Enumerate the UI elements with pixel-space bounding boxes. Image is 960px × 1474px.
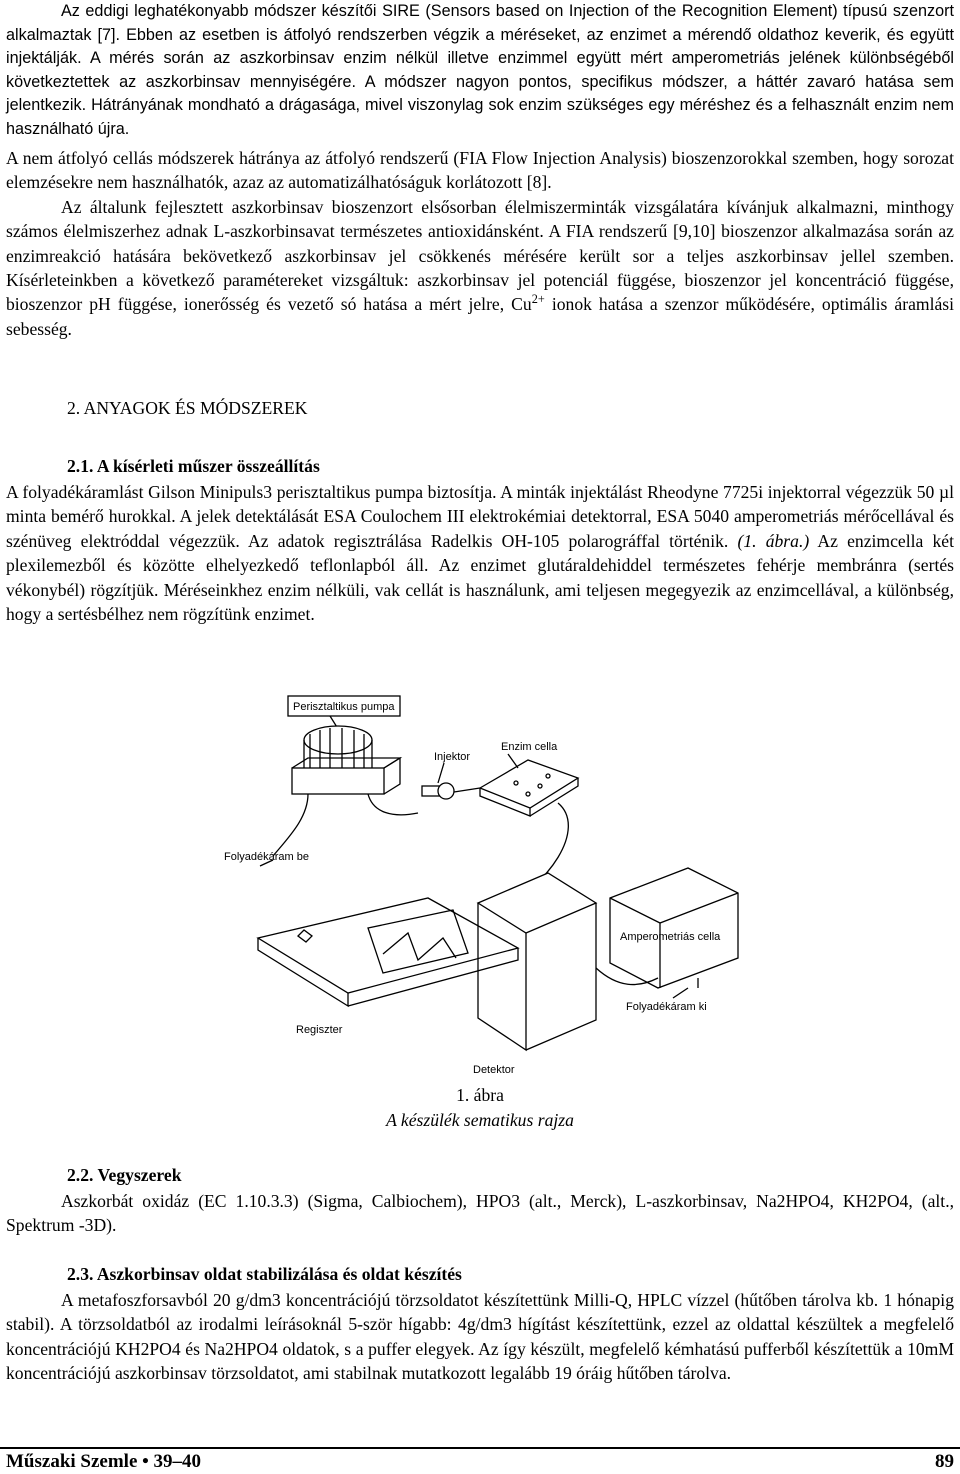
label-injector: Injektor [434, 751, 471, 763]
footer-journal: Műszaki Szemle • 39–40 [6, 1451, 202, 1472]
section-2-3-block [6, 1288, 954, 1386]
label-detector: Detektor [473, 1064, 515, 1076]
section-2-1-block [6, 480, 954, 626]
paragraph-own-biosensor [6, 195, 954, 341]
paragraph-own-biosensor-text: Az általunk fejlesztett aszkorbinsav bioszenzort elsősorban élelmiszerminták vizsgálatára kívánjuk alkalmazni, minthogy számos élelmiszerhez adnak L-aszkorbinsavat természetes antioxidánsként. A FIA rendszerű [9,10] bioszenzor alkalmazása során az enzimreakció hatására bekövetkező aszkorbinsav jel csökkenés mérésére került sor a teljes aszkorbinsav jellel szemben. Kísérleteinkben a következő paramétereket vizsgáltuk: aszkorbinsav jel potenciál függése, bioszenzor jel koncentráció függése, bioszenzor pH függése, ionerősség és vezető só hatása a mért jelre, Cu [6, 196, 954, 315]
label-recorder: Regiszter [296, 1024, 343, 1036]
section-2-3-heading: 2.3. Aszkorbinsav oldat stabilizálása és oldat készítés [67, 1264, 462, 1284]
figure-caption-title: A készülék sematikus rajza [386, 1110, 574, 1130]
section-2-1-heading: 2.1. A kísérleti műszer összeállítás [67, 456, 320, 476]
paragraph-instrument-setup [6, 480, 954, 626]
apparatus-figure [218, 688, 778, 1084]
footer-rule [0, 1447, 960, 1449]
cu-superscript: 2+ [531, 292, 545, 307]
paragraph-sire: Az eddigi leghatékonyabb módszer készítői SIRE (Sensors based on Injection of the Recognition Element) típusú szenzort alkalmaztak [7]. Ebben az esetben is átfolyó rendszerben végzik a méréseket, az enzimet a mérendő oldathoz keverik, és együtt injektálják. A mérés során az aszkorbinsav enzim nélkül illetve enzimmel együtt mért amperometriás jelének különbségéből következtettek az aszkorbinsav mennyiségére. A módszer nagyon pontos, specifikus módszer, a háttér zavaró hatása sem jelentkezik. Hátrányának mondható a drágasága, mivel viszonylag sok enzim szükséges egy méréshez és a felhasznált enzim nem használható újra. [6, 2, 954, 138]
paragraph-fia-drawback: A nem átfolyó cellás módszerek hátránya az átfolyó rendszerű (FIA Flow Injection Analysis) bioszenzorokkal szemben, hogy sorozat elemzésekre nem használhatók, azaz az automatizálhatóságuk korlátozott [8]. [6, 148, 954, 193]
label-flow-out: Folyadékáram ki [626, 1001, 707, 1013]
paragraph-instrument-setup-end: Az enzimcella két plexilemezből és közötte elhelyezkedő teflonlapból áll. Az enzimet glutáraldehiddel természetes fehérje membránra (sertés vékonybél) rögzítjük. Méréseinkhez enzim nélküli, vak cellát is használunk, ami teljesen megegyezik az enzimcellával, a különbség, hogy a sertésbélhez nem rögzítünk enzimet. [6, 530, 954, 625]
label-pump: Perisztaltikus pumpa [293, 701, 395, 713]
figure-reference: (1. ábra.) [737, 530, 810, 551]
paragraph-solution-preparation: A metafoszforsavból 20 g/dm3 koncentrációjú törzsoldatot készítettünk Milli-Q, HPLC vízzel (hűtőben tárolva kb. 1 hónapig stabil). A törzsoldatból az irodalmi leírásoknál 5-ször hígabb: 4g/dm3 hígítást készítettünk, ezzel az oldattal készültek a megfelelő koncentrációjú KH2PO4 és Na2HPO4 oldatok, s a puffer elegyek. Az így készült, megfelelő kémhatású pufferből készítettük a 10mM koncentrációjú aszkorbinsav törzsoldatot, ami stabilnak mutatkozott legalább 19 óráig hűtőben tárolva. [6, 1290, 954, 1384]
paragraph-reagents: Aszkorbát oxidáz (EC 1.10.3.3) (Sigma, Calbiochem), HPO3 (alt., Merck), L-aszkorbinsav, Na2HPO4, KH2PO4, (alt., Spektrum -3D). [6, 1191, 954, 1236]
label-enzyme-cell: Enzim cella [501, 741, 558, 753]
footer-page-number: 89 [935, 1451, 954, 1472]
paragraph-own-biosensor-end: ionok hatása a szenzor működésére, optimális áramlási sebesség. [6, 294, 955, 339]
apparatus-drawing [218, 688, 778, 1084]
section-2-2-heading: 2.2. Vegyszerek [67, 1165, 182, 1185]
intro-serif-block [6, 146, 954, 341]
label-flow-in: Folyadékáram be [224, 851, 309, 863]
figure-caption-number: 1. ábra [456, 1085, 504, 1105]
section-2-2-block [6, 1189, 954, 1238]
paragraph-instrument-setup-text: A folyadékáramlást Gilson Minipuls3 perisztaltikus pumpa biztosítja. A minták injektálást Rheodyne 7725i injektorral végezzük 50 µl minta bemérő hurokkal. A jelek detektálását ESA Coulochem III elektrokémiai detektorral, ESA 5040 amperometriás mérőcellával és szénüveg elektróddal végezzük. Az adatok regisztrálása Radelkis OH-105 polarográffal történik. [6, 482, 954, 551]
label-amperometric-cell: Amperometriás cella [620, 931, 721, 943]
intro-sans-block [6, 0, 954, 142]
section-2-heading: 2. ANYAGOK ÉS MÓDSZEREK [67, 398, 308, 418]
